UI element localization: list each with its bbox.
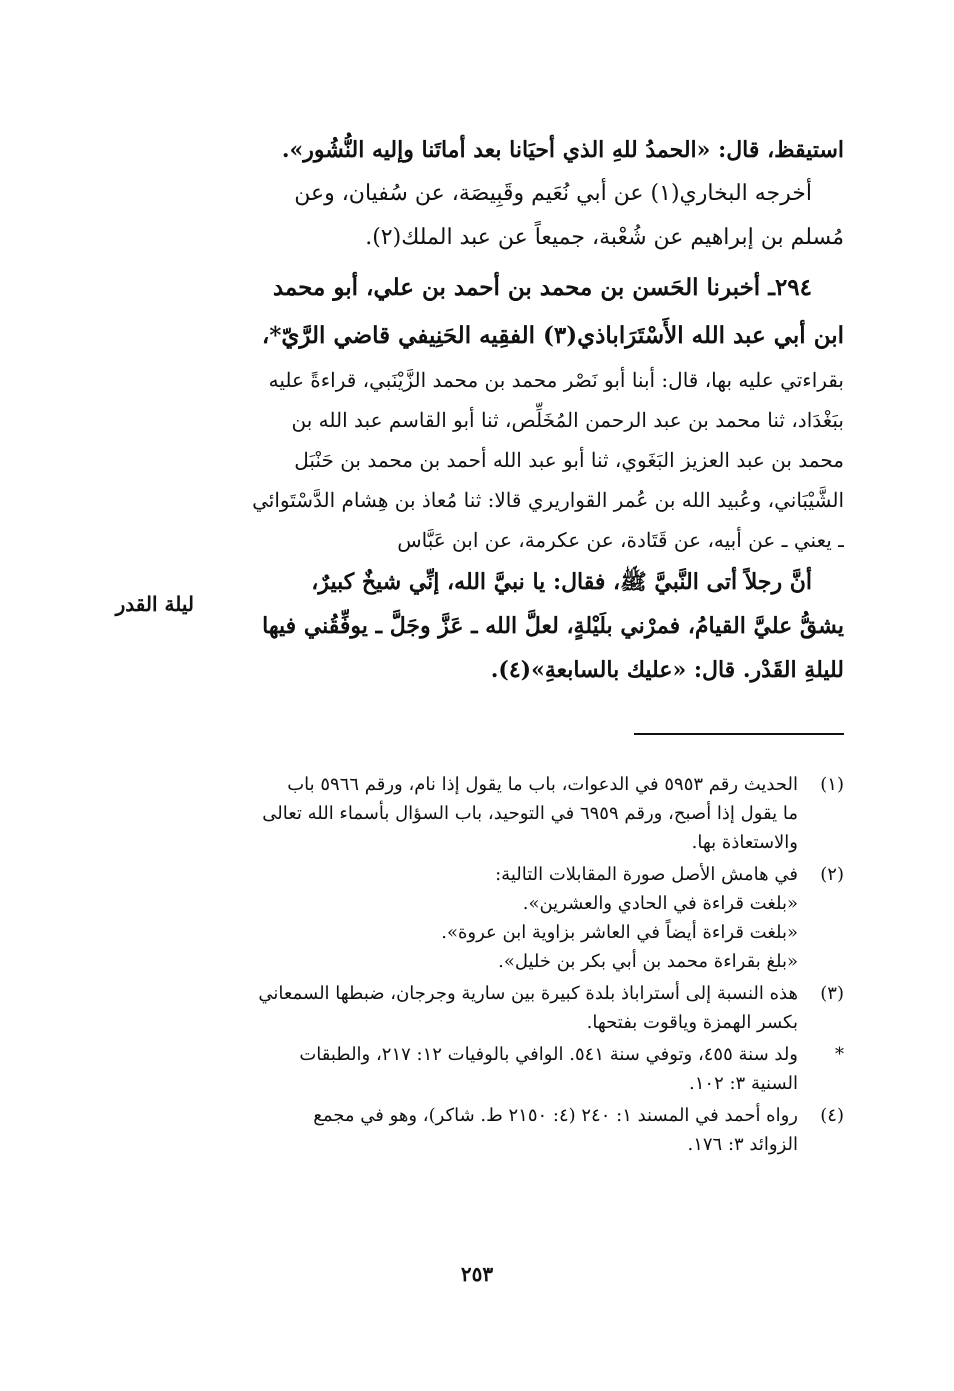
footnote-line: الحديث رقم ٥٩٥٣ في الدعوات، باب ما يقول إذا نام، ورقم ٥٩٦٦ باب (287, 774, 798, 795)
footnote-line: «بلغ بقراءة محمد بن أبي بكر بن خليل». (498, 951, 798, 972)
footnote-line: السنية ٣: ١٠٢. (689, 1073, 798, 1094)
footnote-marker: (٣) (820, 983, 844, 1004)
footnote-line: والاستعاذة بها. (691, 832, 798, 853)
main-text-block (234, 128, 844, 692)
isnad-line-4: الشَّيْبَاني، وعُبيد الله بن عُمر القواريري قالا: ثنا مُعاذ بن هِشام الدَّسْتَوائي (252, 488, 844, 512)
footnote-line: هذه النسبة إلى أستراباذ بلدة كبيرة بين سارية وجرجان، ضبطها السمعاني (258, 983, 798, 1004)
isnad-line-5: ـ يعني ـ عن أبيه، عن قَتَادة، عن عكرمة، عن ابن عَبَّاس (397, 528, 844, 552)
footnote-line: «بلغت قراءة في الحادي والعشرين». (522, 893, 798, 914)
isnad-line-3: محمد بن عبد العزيز البَغَوي، ثنا أبو عبد الله أحمد بن محمد بن حَنْبَل (294, 448, 844, 472)
footnote-line: الزوائد ٣: ١٧٦. (687, 1134, 798, 1155)
hadith-heading-line-2: ابن أبي عبد الله الأَسْتَرَاباذي(٣) الفقِيه الحَنِيفي قاضي الرَّيّ*، (261, 322, 844, 349)
footnote-marker: (٤) (820, 1105, 844, 1126)
matn-line-3: لليلةِ القَدْر. قال: «عليك بالسابعةِ»(٤). (490, 657, 844, 683)
footnotes-block (234, 770, 844, 1162)
footnote-divider (634, 733, 844, 735)
matn-line-2: يشقُّ عليَّ القيامُ، فمرْني بلَيْلةٍ، لعلَّ الله ـ عَزَّ وجَلَّ ـ يوفِّقُني فيها (262, 613, 844, 639)
matn-line-1: أنَّ رجلاً أتى النَّبيَّ ﷺ، فقال: يا نبيَّ الله، إنِّي شيخٌ كبيرٌ، (311, 569, 812, 595)
footnote-3 (234, 979, 844, 1037)
hadith-heading-line-1: ٢٩٤ـ أخبرنا الحَسن بن محمد بن أحمد بن علي، أبو محمد (272, 274, 812, 301)
footnote-marker: * (835, 1044, 844, 1065)
footnote-1 (234, 770, 844, 857)
footnote-body (234, 979, 798, 1037)
footnote-marker: (٢) (820, 864, 844, 885)
footnote-line: رواه أحمد في المسند ١: ٢٤٠ (٤: ٢١٥٠ ط. شاكر)، وهو في مجمع (313, 1105, 798, 1126)
footnote-line: ولد سنة ٤٥٥، وتوفي سنة ٥٤١. الوافي بالوفيات ١٢: ٢١٧، والطبقات (299, 1044, 798, 1065)
footnote-line: ما يقول إذا أصبح، ورقم ٦٩٥٩ في التوحيد، باب السؤال بأسماء الله تعالى (262, 803, 798, 824)
page-number: ٢٥٣ (460, 1262, 494, 1286)
footnote-star (234, 1040, 844, 1098)
footnote-marker: (١) (820, 774, 844, 795)
footnote-2 (234, 860, 844, 976)
text-line-3: مُسلم بن إبراهيم عن شُعْبة، جميعاً عن عبد الملك(٢). (365, 225, 844, 250)
footnote-line: بكسر الهمزة وياقوت بفتحها. (586, 1012, 798, 1033)
isnad-line-2: ببَغْدَاد، ثنا محمد بن عبد الرحمن المُخَلِّص، ثنا أبو القاسم عبد الله بن (291, 408, 844, 432)
footnote-body (234, 1040, 798, 1098)
text-line-1: استيقظ، قال: «الحمدُ للهِ الذي أحيَانا بعد أماتَنا وإليه النُّشُور». (281, 137, 844, 163)
margin-note: ليلة القدر (115, 592, 194, 616)
text-line-2: أخرجه البخاري(١) عن أبي نُعَيم وقَبِيصَة، عن سُفيان، وعن (294, 181, 812, 206)
footnote-body (234, 770, 798, 857)
footnote-body (234, 860, 798, 976)
footnote-line: «بلغت قراءة أيضاً في العاشر بزاوية ابن عروة». (441, 922, 798, 943)
isnad-line-1: بقراءتي عليه بها، قال: أبنا أبو نَصْر محمد بن محمد الزَّيْنَبي، قراءةً عليه (268, 368, 844, 392)
footnote-4 (234, 1101, 844, 1159)
footnote-body (234, 1101, 798, 1159)
footnote-line: في هامش الأصل صورة المقابلات التالية: (495, 864, 798, 885)
